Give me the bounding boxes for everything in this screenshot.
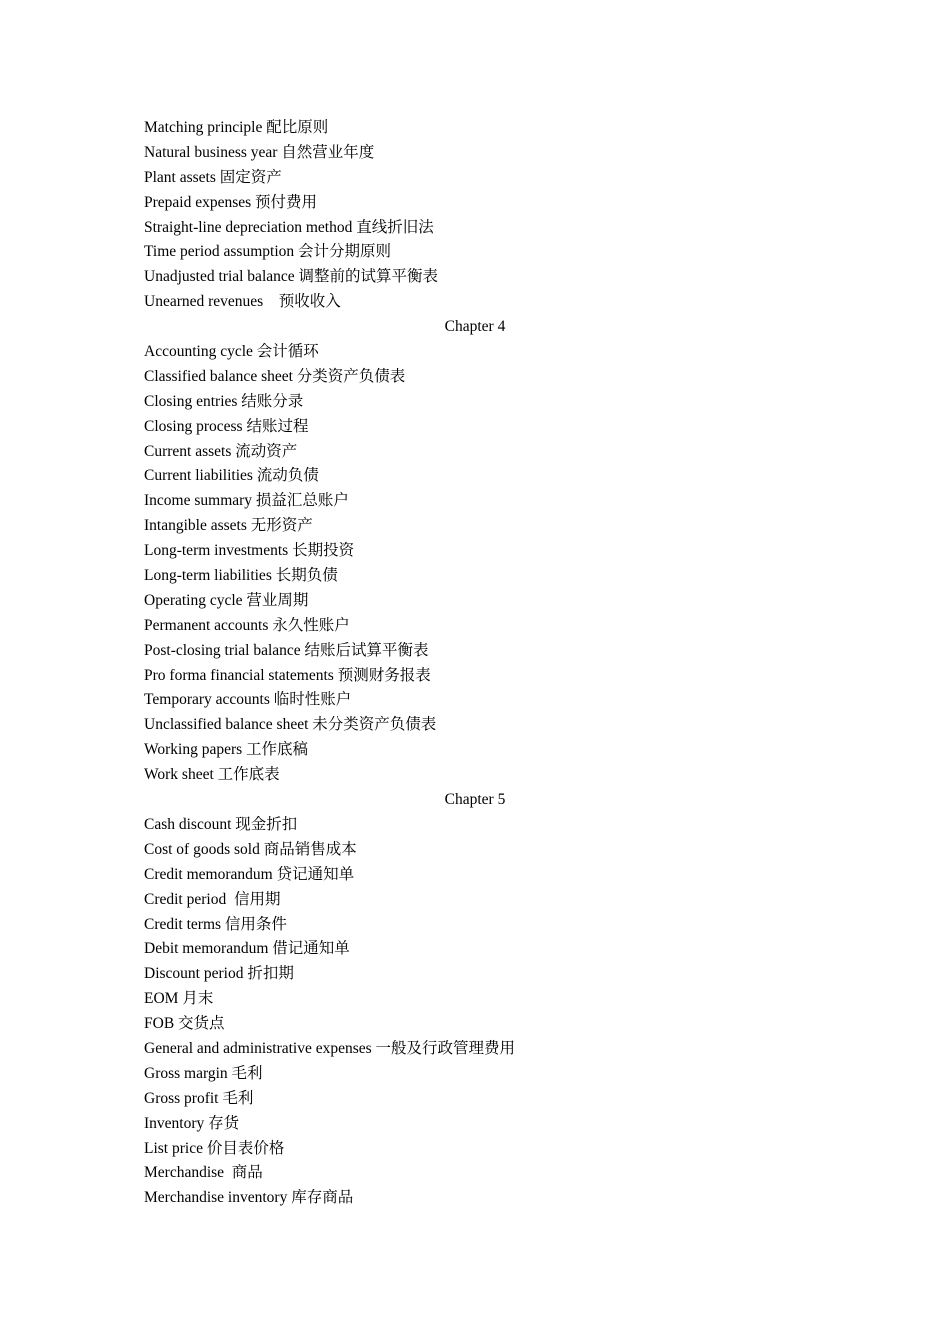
glossary-entry: Accounting cycle 会计循环 (144, 343, 319, 361)
glossary-entry: Prepaid expenses 预付费用 (144, 193, 318, 211)
glossary-section-continued (144, 116, 806, 315)
glossary-entry: Long-term investments 长期投资 (144, 542, 355, 560)
glossary-entry: General and administrative expenses 一般及行政管理费用 (144, 1039, 516, 1057)
glossary-section-chapter-4 (144, 315, 806, 788)
glossary-document (144, 116, 806, 1211)
glossary-entry: Credit period 信用期 (144, 890, 281, 908)
glossary-entry: Working papers 工作底稿 (144, 741, 309, 759)
glossary-entry: Temporary accounts 临时性账户 (144, 691, 352, 709)
glossary-entry: Debit memorandum 借记通知单 (144, 940, 350, 958)
glossary-entry: Gross profit 毛利 (144, 1089, 254, 1107)
glossary-entry: Closing process 结账过程 (144, 417, 309, 435)
glossary-entry: Plant assets 固定资产 (144, 168, 282, 186)
glossary-entry: Unadjusted trial balance 调整前的试算平衡表 (144, 268, 439, 286)
glossary-entry: Closing entries 结账分录 (144, 392, 304, 410)
glossary-entry: Matching principle 配比原则 (144, 119, 329, 136)
glossary-entry: Permanent accounts 永久性账户 (144, 616, 350, 634)
glossary-entry: Current liabilities 流动负债 (144, 467, 319, 485)
glossary-entry: Income summary 损益汇总账户 (144, 492, 349, 510)
glossary-entry: Credit terms 信用条件 (144, 915, 287, 933)
chapter-heading: Chapter 4 (444, 318, 506, 336)
glossary-entry: Intangible assets 无形资产 (144, 517, 313, 535)
glossary-entry: Classified balance sheet 分类资产负债表 (144, 367, 406, 385)
glossary-entry: Operating cycle 营业周期 (144, 591, 309, 609)
glossary-entry: Unclassified balance sheet 未分类资产负债表 (144, 716, 437, 734)
glossary-entry: EOM 月末 (144, 990, 214, 1008)
glossary-entry: Cost of goods sold 商品销售成本 (144, 840, 357, 858)
glossary-section-chapter-5 (144, 788, 806, 1211)
glossary-entry: Time period assumption 会计分期原则 (144, 243, 392, 261)
glossary-entry: Cash discount 现金折扣 (144, 815, 298, 833)
glossary-entry: Current assets 流动资产 (144, 442, 298, 460)
glossary-entry: Gross margin 毛利 (144, 1064, 263, 1082)
glossary-entry: FOB 交货点 (144, 1015, 225, 1033)
glossary-entry: Pro forma financial statements 预测财务报表 (144, 666, 431, 684)
glossary-entry: List price 价目表价格 (144, 1139, 285, 1157)
glossary-entry: Natural business year 自然营业年度 (144, 143, 375, 161)
chapter-heading: Chapter 5 (444, 791, 506, 809)
glossary-entry: Discount period 折扣期 (144, 965, 294, 983)
glossary-entry: Work sheet 工作底表 (144, 766, 280, 784)
glossary-entry: Credit memorandum 贷记通知单 (144, 865, 355, 883)
glossary-entry: Straight-line depreciation method 直线折旧法 (144, 218, 434, 236)
glossary-entry: Post-closing trial balance 结账后试算平衡表 (144, 641, 429, 659)
glossary-entry: Long-term liabilities 长期负债 (144, 567, 338, 585)
glossary-entry: Merchandise inventory 库存商品 (144, 1189, 354, 1207)
glossary-entry: Merchandise 商品 (144, 1164, 263, 1182)
glossary-entry: Unearned revenues 预收收入 (144, 293, 341, 311)
glossary-entry: Inventory 存货 (144, 1114, 240, 1132)
